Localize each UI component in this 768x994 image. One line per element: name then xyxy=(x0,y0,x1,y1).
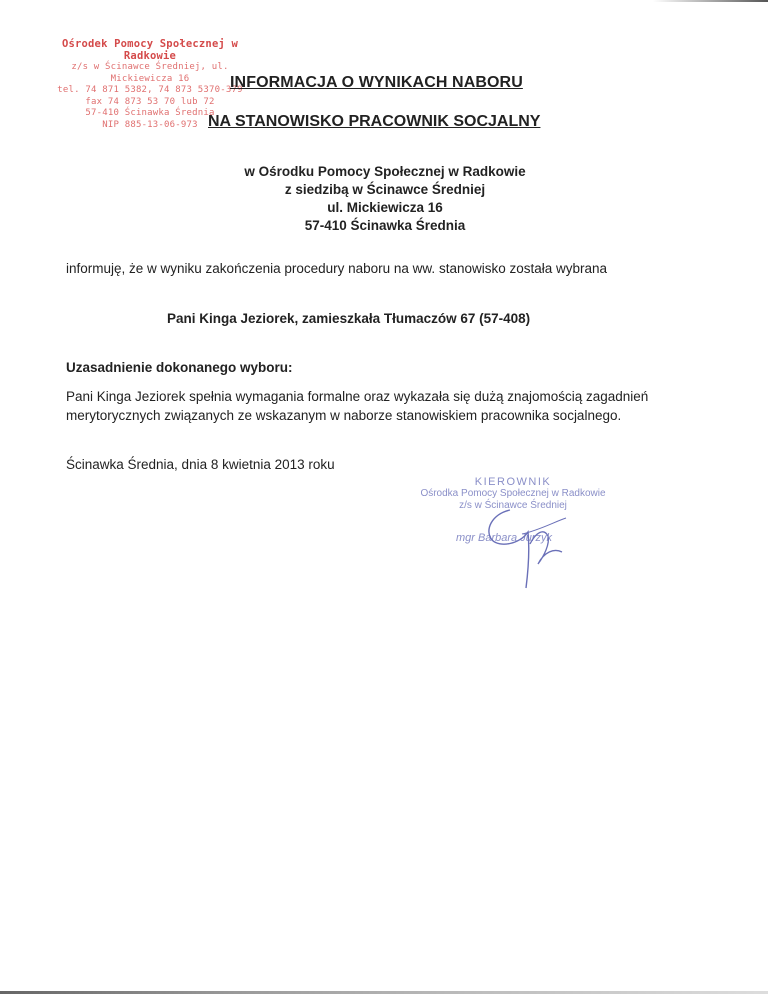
document-title-line-2: NA STANOWISKO PRACOWNIK SOCJALNY xyxy=(208,113,541,130)
institution-line-3: ul. Mickiewicza 16 xyxy=(327,200,443,215)
document-title-line-1: INFORMACJA O WYNIKACH NABORU xyxy=(230,74,523,91)
stamp-line-4: fax 74 873 53 70 lub 72 xyxy=(85,96,215,107)
justification-text: Pani Kinga Jeziorek spełnia wymagania formalne oraz wykazała się dużą znajomością zagadnień merytorycznych związanych ze wskazanym w naborze stanowiskiem pracownika socjalnego. xyxy=(66,389,649,423)
handwritten-signature xyxy=(470,492,590,592)
stamp-line-1: Ośrodek Pomocy Społecznej w Radkowie xyxy=(61,38,239,62)
justification-heading: Uzasadnienie dokonanego wyboru: xyxy=(66,360,293,375)
stamp-line-5: 57-410 Ścinawka Średnia xyxy=(85,108,215,118)
date-line: Ścinawka Średnia, dnia 8 kwietnia 2013 roku xyxy=(66,457,335,472)
signature-title: KIEROWNIK xyxy=(474,476,552,488)
signature-line-2: Ośrodka Pomocy Społecznej w Radkowie xyxy=(420,488,606,499)
inform-sentence: informuję, że w wyniku zakończenia procedury naboru na ww. stanowisko została wybrana xyxy=(66,261,608,276)
stamp-line-2: z/s w Ścinawce Średniej, ul. Mickiewicza 16 xyxy=(71,62,229,84)
institution-line-2: z siedzibą w Ścinawce Średniej xyxy=(284,182,486,197)
stamp-line-6: NIP 885-13-06-973 xyxy=(102,119,198,130)
signature-name: mgr Barbara Jurzyk xyxy=(456,532,552,544)
institution-address xyxy=(230,163,540,235)
selected-candidate: Pani Kinga Jeziorek, zamieszkała Tłumaczów 67 (57-408) xyxy=(167,311,531,326)
stamp-line-3: tel. 74 871 5382, 74 873 5370-379 xyxy=(57,85,243,95)
signature-line-3: z/s w Ścinawce Średniej xyxy=(459,500,567,511)
scan-edge-top xyxy=(0,0,768,2)
institution-line-4: 57-410 Ścinawka Średnia xyxy=(304,218,466,233)
institution-line-1: w Ośrodku Pomocy Społecznej w Radkowie xyxy=(244,164,526,179)
